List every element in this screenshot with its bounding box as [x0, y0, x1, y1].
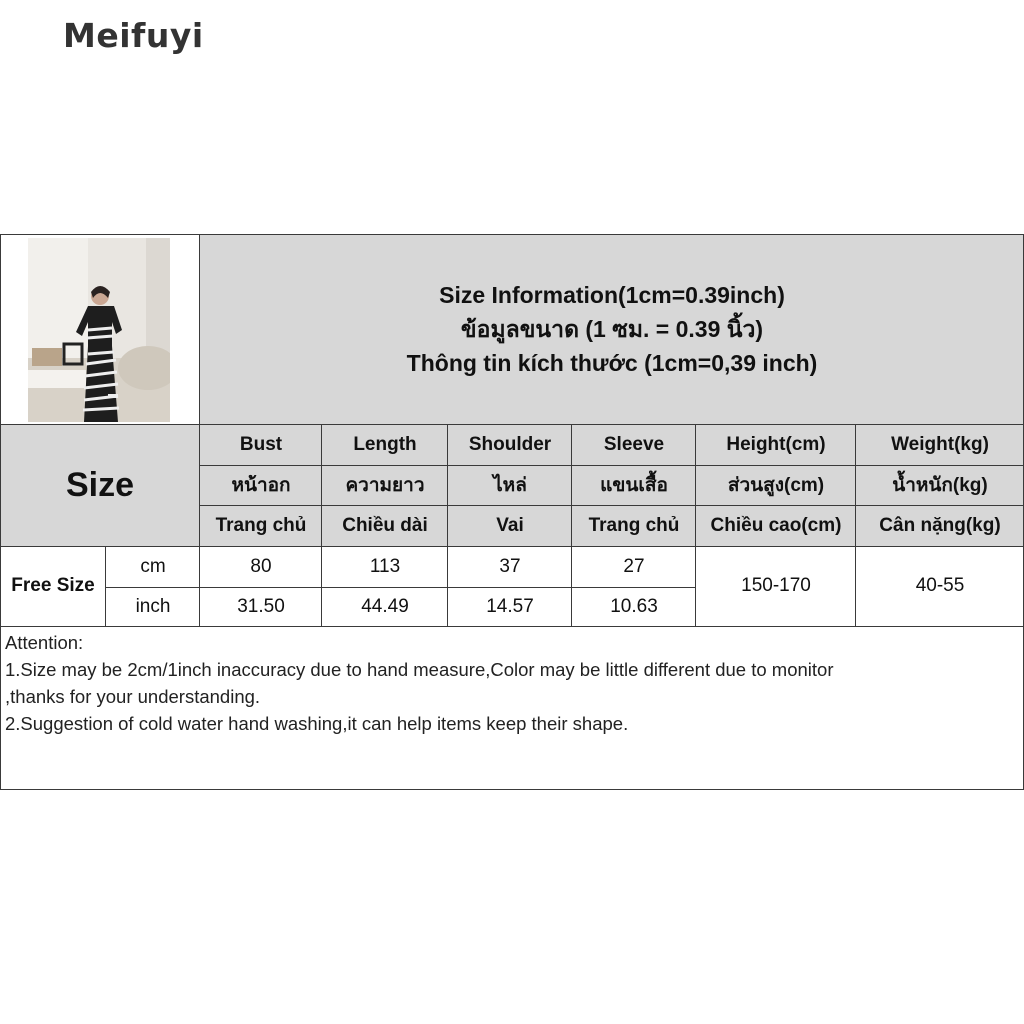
value-cm-sleeve: 27 — [623, 556, 645, 577]
size-information-title — [200, 234, 1024, 424]
attention-line: 2.Suggestion of cold water hand washing,it can help items keep their shape. — [5, 713, 629, 734]
value-cm-shoulder: 37 — [499, 556, 521, 577]
unit-inch: inch — [135, 596, 171, 617]
grid-line — [200, 465, 1024, 466]
col-header-en: Sleeve — [603, 434, 665, 455]
col-header-en: Weight(kg) — [891, 434, 989, 455]
grid-line — [571, 424, 572, 626]
row-label-free-size: Free Size — [11, 575, 95, 596]
grid-line — [0, 234, 1, 790]
col-header-en: Length — [353, 434, 417, 455]
col-header-en: Shoulder — [468, 434, 552, 455]
col-header-th: ส่วนสูง(cm) — [727, 475, 825, 496]
attention-line: ,thanks for your understanding. — [5, 686, 261, 707]
grid-line — [321, 424, 322, 626]
grid-line — [695, 424, 696, 626]
col-header-th: น้ำหนัก(kg) — [892, 475, 988, 496]
attention-heading: Attention: — [5, 632, 84, 653]
size-chart — [0, 234, 1024, 790]
attention-line: 1.Size may be 2cm/1inch inaccuracy due to hand measure,Color may be little different due to monitor — [5, 659, 834, 680]
attention-notes — [5, 629, 1015, 737]
grid-line — [855, 424, 856, 626]
grid-line — [0, 234, 1024, 235]
value-cm-bust: 80 — [250, 556, 272, 577]
title-line-english: Size Information(1cm=0.39inch) — [439, 282, 785, 308]
value-inch-shoulder: 14.57 — [486, 596, 534, 617]
col-header-th: แขนเสื้อ — [600, 475, 668, 496]
grid-line — [0, 789, 1024, 790]
col-header-th: หน้าอก — [231, 475, 291, 496]
grid-line — [200, 505, 1024, 506]
product-photo — [28, 238, 170, 422]
value-inch-length: 44.49 — [361, 596, 409, 617]
grid-line — [106, 587, 696, 588]
grid-line — [199, 234, 200, 626]
col-header-vi: Chiều dài — [342, 515, 428, 536]
title-line-vietnamese: Thông tin kích thước (1cm=0,39 inch) — [406, 350, 818, 376]
grid-line — [105, 546, 106, 626]
unit-cm: cm — [140, 556, 166, 577]
value-cm-length: 113 — [369, 556, 401, 577]
col-header-th: ไหล่ — [493, 475, 527, 496]
grid-line — [0, 626, 1024, 627]
value-inch-bust: 31.50 — [237, 596, 285, 617]
col-header-th: ความยาว — [345, 475, 425, 496]
brand-logo-text: Meifuyi — [63, 16, 204, 55]
grid-line — [447, 424, 448, 626]
col-header-vi: Vai — [496, 515, 524, 536]
size-label: Size — [65, 465, 135, 504]
col-header-en: Bust — [239, 434, 283, 455]
grid-line — [0, 424, 1024, 425]
value-height-range: 150-170 — [741, 575, 811, 596]
col-header-vi: Chiều cao(cm) — [710, 515, 842, 536]
value-weight-range: 40-55 — [915, 575, 965, 596]
col-header-vi: Trang chủ — [588, 515, 680, 536]
col-header-en: Height(cm) — [726, 434, 826, 455]
col-header-vi: Trang chủ — [215, 515, 307, 536]
col-header-vi: Cân nặng(kg) — [879, 515, 1001, 536]
value-inch-sleeve: 10.63 — [610, 596, 658, 617]
title-line-thai: ข้อมูลขนาด (1 ซม. = 0.39 นิ้ว) — [460, 316, 764, 342]
grid-line — [0, 546, 1024, 547]
